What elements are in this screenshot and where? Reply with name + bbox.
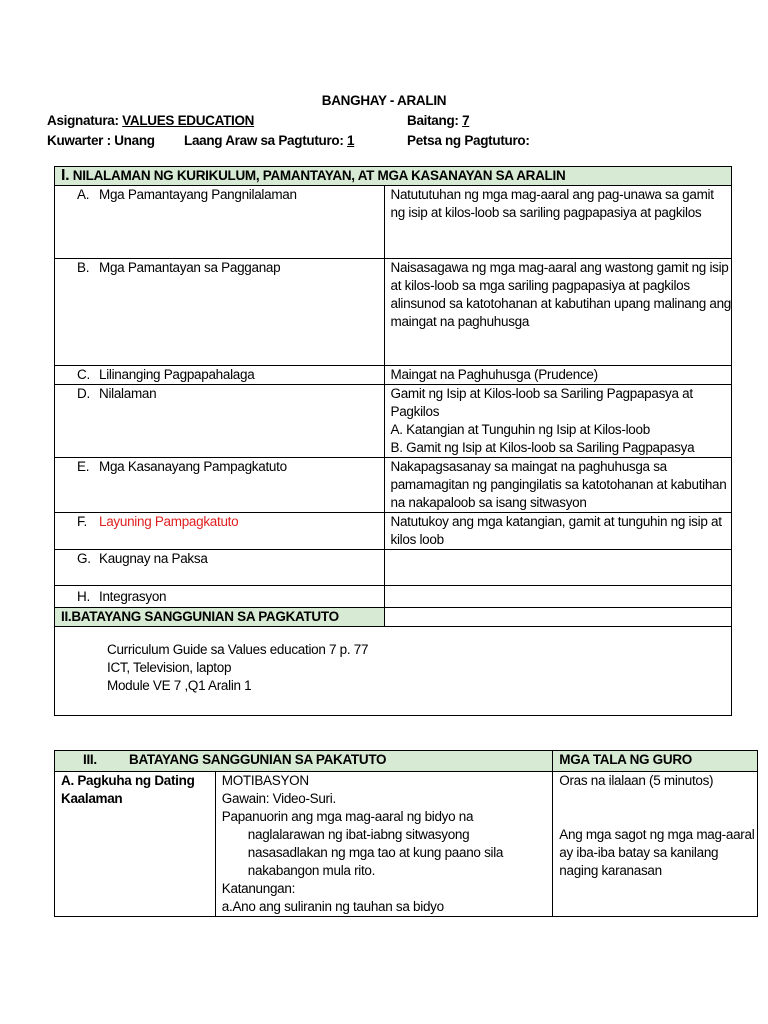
content-line: B. Gamit ng Isip at Kilos-loob sa Sariling Pagpapasya <box>390 440 695 455</box>
content-line: a.Ano ang suliranin ng tauhan sa bidyo <box>221 899 444 914</box>
row-label: Kaugnay na Paksa <box>99 551 208 566</box>
notes-answer: Ang mga sagot ng mga mag-aaral ay iba-iba batay sa kanilang naging karanasan <box>559 827 755 878</box>
baitang-line <box>407 113 469 128</box>
notes-heading: MGA TALA NG GURO <box>553 751 758 772</box>
row-value <box>384 550 731 586</box>
table-row <box>55 186 732 259</box>
section1-heading-num: I. <box>61 167 70 184</box>
row-value: Natututuhan ng mga mag-aaral ang pag-unawa sa gamit ng isip at kilos-loob sa sariling pagpapasiya at pagkilos <box>384 186 731 259</box>
row-label: Layuning Pampagkatuto <box>99 514 239 529</box>
table-row <box>55 458 732 513</box>
document-title: BANGHAY - ARALIN <box>321 93 447 108</box>
table-row <box>55 259 732 366</box>
teacher-notes <box>553 772 758 917</box>
table-row <box>55 385 732 458</box>
row-value: Nakapagsasanay sa maingat na paghuhusga sa pamamagitan ng pangingilatis sa katotohanan at kabutihan na nakapaloob sa isang sitwasyon <box>384 458 731 513</box>
content-line: MOTIBASYON <box>221 773 309 788</box>
asignatura-line <box>47 113 254 128</box>
row-key: H. <box>77 589 90 604</box>
section1-heading-text: NILALAMAN NG KURIKULUM, PAMANTAYAN, AT MGA KASANAYAN SA ARALIN <box>69 168 566 183</box>
row-label: Mga Pamantayang Pangnilalaman <box>99 187 297 202</box>
table-row <box>55 550 732 586</box>
baitang-label: Baitang: <box>407 113 459 128</box>
resources-list <box>55 627 732 716</box>
row-label: Mga Kasanayang Pampagkatuto <box>99 459 287 474</box>
step-label: A. Pagkuha ng Dating Kaalaman <box>55 772 216 917</box>
resource-item: Curriculum Guide sa Values education 7 p. 77 <box>107 642 369 657</box>
content-line: Katanungan: <box>221 881 296 896</box>
laang-value: 1 <box>347 133 355 148</box>
row-value <box>384 586 731 608</box>
section3-heading-num: III. <box>83 752 97 767</box>
content-line: Papanuorin ang mga mag-aaral ng bidyo na <box>221 809 474 824</box>
row-label: Lilinanging Pagpapahalaga <box>99 367 255 382</box>
content-line: A. Katangian at Tunguhin ng Isip at Kilos-loob <box>390 422 650 437</box>
step-content <box>215 772 553 917</box>
content-line: naglalarawan ng ibat-iabng sitwasyong nasasadlakan ng mga tao at kung paano sila nakabangon mula rito. <box>247 827 504 878</box>
row-key: C. <box>77 367 90 382</box>
section3-heading-text: BATAYANG SANGGUNIAN SA PAKATUTO <box>129 752 387 767</box>
asignatura-label: Asignatura: <box>47 113 119 128</box>
petsa-text: Petsa ng Pagtuturo: <box>407 133 530 148</box>
row-label: Mga Pamantayan sa Pagganap <box>99 260 281 275</box>
row-key: E. <box>77 459 90 474</box>
section2-heading: II.BATAYANG SANGGUNIAN SA PAGKATUTO <box>55 608 385 627</box>
row-key: F. <box>77 514 87 529</box>
row-value <box>384 385 731 458</box>
procedure-table <box>54 750 758 917</box>
content-line: Gamit ng Isip at Kilos-loob sa Sariling Pagpapasya at Pagkilos <box>390 386 693 419</box>
row-key: B. <box>77 260 90 275</box>
laang-label: Laang Araw sa Pagtuturo: <box>184 133 344 148</box>
section1-heading <box>55 167 732 186</box>
content-line: Gawain: Video-Suri. <box>221 791 336 806</box>
table-row <box>55 513 732 550</box>
resource-item: Module VE 7 ,Q1 Aralin 1 <box>107 678 252 693</box>
laang-line <box>184 133 354 148</box>
row-key: A. <box>77 187 90 202</box>
kuwarter-text: Kuwarter : Unang <box>47 133 155 148</box>
row-value: Maingat na Paghuhusga (Prudence) <box>384 366 731 385</box>
row-value: Natutukoy ang mga katangian, gamit at tunguhin ng isip at kilos loob <box>384 513 731 550</box>
table-row <box>55 586 732 608</box>
row-key: G. <box>77 551 91 566</box>
resource-item: ICT, Television, laptop <box>107 660 232 675</box>
table-row <box>55 772 758 917</box>
row-label: Nilalaman <box>99 386 157 401</box>
row-key: D. <box>77 386 90 401</box>
row-value: Naisasagawa ng mga mag-aaral ang wastong gamit ng isip at kilos-loob sa mga sariling pagpapasiya at pagkilos alinsunod sa katotohanan at kabutihan upang malinang ang maingat na paghuhusga <box>384 259 731 366</box>
baitang-value: 7 <box>462 113 470 128</box>
curriculum-table <box>54 166 732 716</box>
asignatura-value: VALUES EDUCATION <box>122 113 255 128</box>
notes-time: Oras na ilalaan (5 minutos) <box>559 773 714 788</box>
row-label: Integrasyon <box>99 589 167 604</box>
table-row <box>55 366 732 385</box>
section3-heading <box>55 751 553 772</box>
